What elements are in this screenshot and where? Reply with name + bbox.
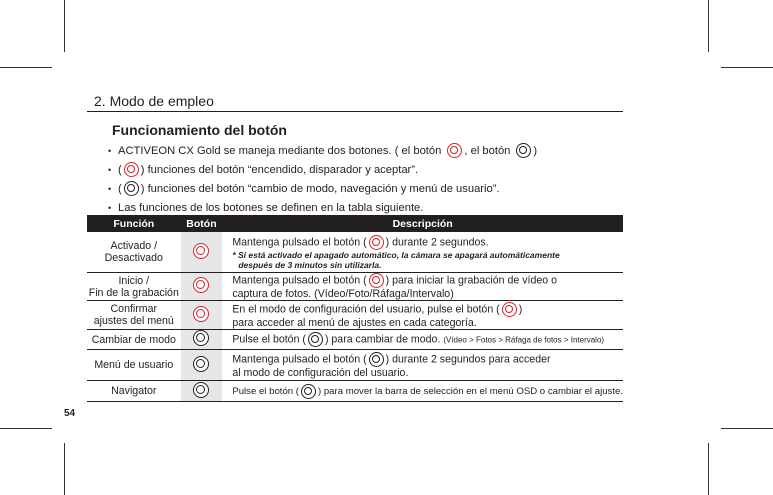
bullet-list <box>108 141 537 217</box>
function-cell: Menú de usuario <box>87 350 181 381</box>
mode-button-icon <box>308 332 323 347</box>
mode-button-icon <box>301 384 316 399</box>
column-header-button: Botón <box>181 215 223 232</box>
record-button-icon <box>124 162 139 177</box>
table-row <box>87 381 623 402</box>
function-cell: Inicio / Fin de la grabación <box>88 274 179 299</box>
button-cell <box>181 381 223 402</box>
record-button-icon <box>369 273 384 288</box>
crop-mark <box>0 428 52 429</box>
description-cell: Pulse el botón ( ) para cambiar de modo. (Vídeo > Fotos > Ráfaga de fotos > Intervalo) <box>222 330 623 350</box>
crop-mark <box>708 0 709 52</box>
bullet-item: • ( ) funciones del botón “encendido, disparador y aceptar”. <box>108 163 419 176</box>
crop-mark <box>64 443 65 495</box>
table-row <box>87 232 623 273</box>
mode-button-icon <box>193 356 209 372</box>
mode-button-icon <box>193 382 209 398</box>
table-row <box>87 273 623 301</box>
function-cell: Cambiar de modo <box>87 330 181 350</box>
button-cell <box>181 301 223 330</box>
table-row <box>87 350 623 381</box>
button-cell <box>181 350 223 381</box>
crop-mark <box>721 428 773 429</box>
record-button-icon <box>193 277 209 293</box>
bullet-item: • ACTIVEON CX Gold se maneja mediante dos botones. ( el botón , el botón ) <box>108 144 538 157</box>
crop-mark <box>0 67 52 68</box>
description-cell: En el modo de configuración del usuario, pulse el botón ( ) para acceder al menú de ajustes en cada categoría. <box>222 301 623 330</box>
record-button-icon <box>193 243 209 259</box>
record-button-icon <box>502 302 517 317</box>
section-title: 2. Modo de empleo <box>94 93 214 109</box>
bullet-item: • Las funciones de los botones se definen en la tabla siguiente. <box>108 201 424 214</box>
description-cell: Mantenga pulsado el botón ( ) durante 2 segundos para acceder al modo de configuración del usuario. <box>222 350 623 381</box>
crop-mark <box>721 67 773 68</box>
bullet-item: • ( ) funciones del botón “cambio de modo, navegación y menú de usuario”. <box>108 182 500 195</box>
page-heading: Funcionamiento del botón <box>112 122 287 138</box>
table-row <box>87 301 623 330</box>
button-cell <box>181 273 223 301</box>
button-cell <box>181 330 223 350</box>
column-header-description: Descripción <box>222 215 623 232</box>
mode-button-icon <box>193 330 209 346</box>
record-button-icon <box>193 306 209 322</box>
table-row <box>87 330 623 350</box>
description-cell: Mantenga pulsado el botón ( ) durante 2 segundos. * Si está activado el apagado automático, la cámara se apagará automáticamente después de 3 minutos sin utilizarla. <box>222 232 623 273</box>
mode-button-icon <box>124 181 139 196</box>
function-cell: Navigator <box>87 381 181 402</box>
crop-mark <box>708 443 709 495</box>
crop-mark <box>64 0 65 52</box>
button-function-table <box>87 215 623 402</box>
page-number: 54 <box>64 408 76 419</box>
divider <box>87 111 623 112</box>
button-cell <box>181 232 223 273</box>
mode-button-icon <box>369 352 384 367</box>
function-cell: Activado / Desactivado <box>87 232 181 273</box>
record-button-icon <box>447 143 462 158</box>
record-button-icon <box>369 235 384 250</box>
column-header-function: Función <box>87 215 181 232</box>
mode-button-icon <box>516 143 531 158</box>
description-cell: Pulse el botón ( ) para mover la barra de selección en el menú OSD o cambiar el ajuste. <box>222 381 623 402</box>
description-cell: Mantenga pulsado el botón ( ) para iniciar la grabación de vídeo o captura de fotos. (Vídeo/Foto/Ráfaga/Intervalo) <box>222 273 623 301</box>
function-cell: Confirmar ajustes del menú <box>87 301 181 330</box>
